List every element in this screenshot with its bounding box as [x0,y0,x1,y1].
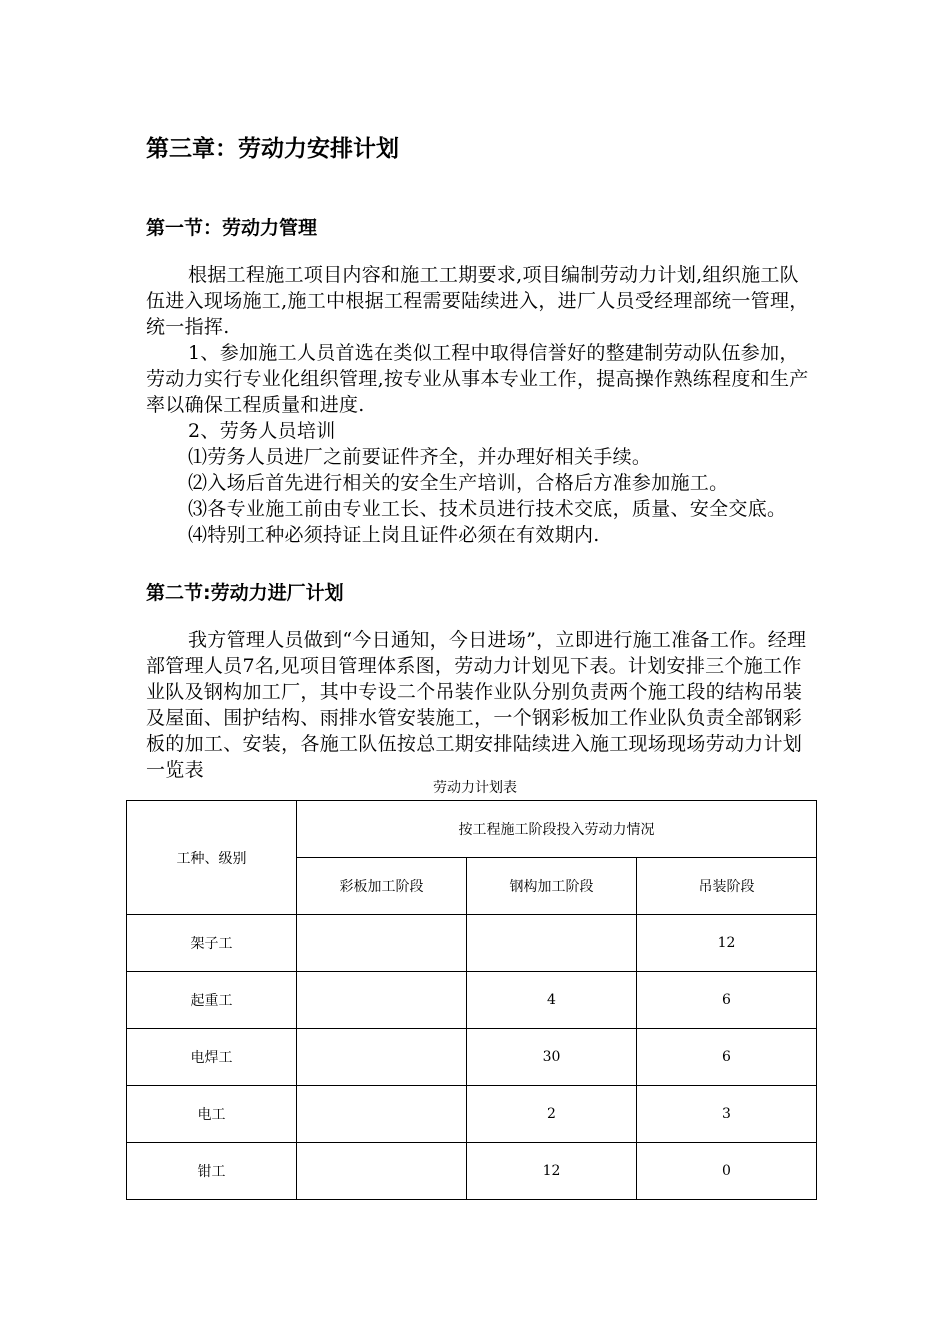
section1-paragraph: ⑶各专业施工前由专业工长、技术员进行技术交底，质量、安全交底。 [188,498,787,520]
row-type: 电焊工 [127,1029,297,1086]
header-column: 彩板加工阶段 [297,858,467,915]
table-cell [297,1029,467,1086]
table-cell: 12 [467,1143,637,1200]
section2-title: 第二节:劳动力进厂计划 [146,582,344,604]
table-row [127,915,817,972]
table-cell [297,1143,467,1200]
table-cell: 2 [467,1086,637,1143]
section1-paragraph: 1、参加施工人员首选在类似工程中取得信誉好的整建制劳动队伍参加，劳动力实行专业化组织管理,按专业从事本专业工作，提高操作熟练程度和生产率以确保工程质量和进度. [146,342,809,416]
table-caption: 劳动力计划表 [433,780,517,796]
section1-paragraph: 根据工程施工项目内容和施工工期要求,项目编制劳动力计划,组织施工队伍进入现场施工,施工中根据工程需要陆续进入，进厂人员受经理部统一管理，统一指挥. [146,264,809,338]
labor-plan-table [126,800,817,1200]
section1-paragraph: ⑵入场后首先进行相关的安全生产培训，合格后方准参加施工。 [188,472,729,494]
header-type: 工种、级别 [127,801,297,915]
table-cell [297,915,467,972]
header-column: 吊装阶段 [637,858,817,915]
header-column: 钢构加工阶段 [467,858,637,915]
section1-title: 第一节：劳动力管理 [146,217,318,239]
table-row [127,972,817,1029]
table-cell: 4 [467,972,637,1029]
chapter-title: 第三章：劳动力安排计划 [146,136,399,162]
table-row [127,1143,817,1200]
table-header-row [127,801,817,858]
section2-body [146,627,810,783]
row-type: 起重工 [127,972,297,1029]
table-cell: 6 [637,972,817,1029]
table-cell: 3 [637,1086,817,1143]
table-row [127,1086,817,1143]
row-type: 电工 [127,1086,297,1143]
row-type: 架子工 [127,915,297,972]
table-cell: 6 [637,1029,817,1086]
section1-body [146,262,810,548]
table-cell: 0 [637,1143,817,1200]
table-cell: 30 [467,1029,637,1086]
table-cell [467,915,637,972]
table-row [127,1029,817,1086]
section1-paragraph: 2、劳务人员培训 [188,420,336,442]
section2-paragraph: 我方管理人员做到“今日通知，今日进场”，立即进行施工准备工作。经理部管理人员7名,见项目管理体系图，劳动力计划见下表。计划安排三个施工作业队及钢构加工厂，其中专设二个吊装作业队分别负责两个施工段的结构吊装及屋面、围护结构、雨排水管安装施工，一个钢彩板加工作业队负责全部钢彩板的加工、安装，各施工队伍按总工期安排陆续进入施工现场现场劳动力计划一览表 [146,629,807,781]
header-group: 按工程施工阶段投入劳动力情况 [297,801,817,858]
table-cell: 12 [637,915,817,972]
section1-paragraph: ⑴劳务人员进厂之前要证件齐全，并办理好相关手续。 [188,446,652,468]
table-cell [297,1086,467,1143]
row-type: 钳工 [127,1143,297,1200]
section1-paragraph: ⑷特别工种必须持证上岗且证件必须在有效期内. [188,524,600,546]
table-cell [297,972,467,1029]
